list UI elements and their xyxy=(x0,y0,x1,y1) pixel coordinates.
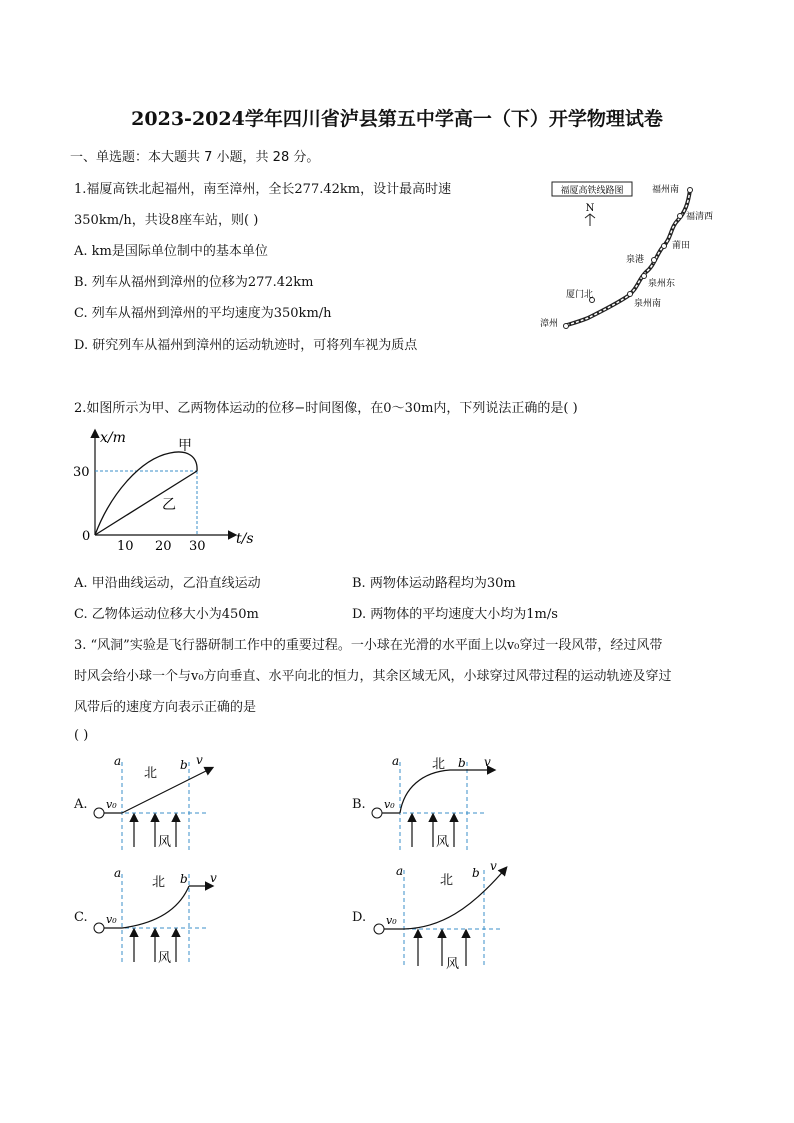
section-heading: 一、单选题：本大题共 7 小题，共 28 分。 xyxy=(70,150,320,165)
label-jia: 甲 xyxy=(178,438,192,454)
velocity-label: v xyxy=(484,755,491,769)
x-tick-30: 30 xyxy=(189,539,206,554)
q1-option-c[interactable]: C. 列车从福州到漳州的平均速度为350km/h xyxy=(74,306,332,321)
y-tick-30: 30 xyxy=(73,465,90,480)
label-yi: 乙 xyxy=(162,497,176,513)
map-title: 福厦高铁线路图 xyxy=(560,186,624,196)
north-label: 北 xyxy=(144,766,158,781)
station-quanzhoudong: 泉州东 xyxy=(648,279,676,289)
boundary-a-label: a xyxy=(114,754,122,768)
q1-stem-line2: 350km/h，共设8座车站，则( ) xyxy=(74,213,259,228)
station-putian: 莆田 xyxy=(672,241,691,251)
wind-label: 风 xyxy=(158,951,172,966)
velocity-label: v xyxy=(196,753,203,767)
q2-option-c[interactable]: C. 乙物体运动位移大小为450m xyxy=(74,607,259,622)
x-tick-10: 10 xyxy=(117,539,134,554)
station-zhangzhou: 漳州 xyxy=(540,319,559,329)
wind-label: 风 xyxy=(446,957,460,972)
origin-label: 0 xyxy=(82,529,91,544)
north-label: 北 xyxy=(440,873,454,888)
boundary-a-label: a xyxy=(114,866,122,880)
station-quanzhounan: 泉州南 xyxy=(634,299,662,309)
q1-stem-line1: 1.福厦高铁北起福州，南至漳州，全长277.42km，设计最高时速 xyxy=(74,182,452,197)
q2-option-b[interactable]: B. 两物体运动路程均为30m xyxy=(352,576,516,591)
boundary-b-label: b xyxy=(458,756,466,770)
q3-answer-paren: ( ) xyxy=(74,728,89,743)
north-label: 北 xyxy=(152,875,166,890)
station-xiamenbei: 厦门北 xyxy=(566,290,594,300)
railway-map xyxy=(530,176,730,336)
xt-graph xyxy=(70,425,270,555)
page-title: 2023-2024学年四川省泸县第五中学高一（下）开学物理试卷 xyxy=(131,108,663,130)
initial-velocity-label: v₀ xyxy=(106,798,117,811)
map-north-label: N xyxy=(585,203,595,214)
q3-figure-a[interactable] xyxy=(92,752,232,856)
station-quangang: 泉港 xyxy=(626,255,645,265)
q3-stem-line3: 风带后的速度方向表示正确的是 xyxy=(74,700,257,715)
station-fuzhounan: 福州南 xyxy=(652,185,680,195)
boundary-a-label: a xyxy=(392,754,400,768)
velocity-label: v xyxy=(490,860,497,873)
q3-figure-b[interactable] xyxy=(370,752,510,856)
q2-option-a[interactable]: A. 甲沿曲线运动，乙沿直线运动 xyxy=(74,576,261,591)
wind-label: 风 xyxy=(158,835,172,850)
q1-option-d[interactable]: D. 研究列车从福州到漳州的运动轨迹时，可将列车视为质点 xyxy=(74,338,418,353)
q1-option-a[interactable]: A. km是国际单位制中的基本单位 xyxy=(74,244,268,259)
y-axis-label: x/m xyxy=(100,430,126,446)
q3-option-d-letter[interactable]: D. xyxy=(352,910,367,925)
q3-figure-c[interactable] xyxy=(92,864,232,968)
initial-velocity-label: v₀ xyxy=(386,914,397,927)
x-axis-label: t/s xyxy=(236,531,254,547)
q2-stem: 2.如图所示为甲、乙两物体运动的位移−时间图像，在0～30m内，下列说法正确的是( ) xyxy=(74,401,578,416)
boundary-a-label: a xyxy=(396,864,404,878)
boundary-b-label: b xyxy=(180,758,188,772)
north-label: 北 xyxy=(432,757,446,772)
q3-option-c-letter[interactable]: C. xyxy=(74,910,88,925)
q3-stem-line2: 时风会给小球一个与v₀方向垂直、水平向北的恒力，其余区域无风，小球穿过风带过程的运动轨迹及穿过 xyxy=(74,669,672,684)
q1-option-b[interactable]: B. 列车从福州到漳州的位移为277.42km xyxy=(74,275,314,290)
q3-stem-line1: 3. “风洞”实验是飞行器研制工作中的重要过程。一小球在光滑的水平面上以v₀穿过一段风带，经过风带 xyxy=(74,638,663,653)
boundary-b-label: b xyxy=(180,872,188,886)
velocity-label: v xyxy=(210,871,217,885)
q3-option-a-letter[interactable]: A. xyxy=(74,797,88,812)
wind-label: 风 xyxy=(436,835,450,850)
north-arrow-icon xyxy=(585,214,595,226)
x-tick-20: 20 xyxy=(155,539,172,554)
initial-velocity-label: v₀ xyxy=(106,913,117,926)
boundary-b-label: b xyxy=(472,866,480,880)
curve-jia xyxy=(95,452,197,535)
initial-velocity-label: v₀ xyxy=(384,798,395,811)
station-fuqingxi: 福清西 xyxy=(686,212,714,222)
q2-option-d[interactable]: D. 两物体的平均速度大小均为1m/s xyxy=(352,607,558,622)
q3-option-b-letter[interactable]: B. xyxy=(352,797,366,812)
q3-figure-d[interactable] xyxy=(370,860,520,972)
